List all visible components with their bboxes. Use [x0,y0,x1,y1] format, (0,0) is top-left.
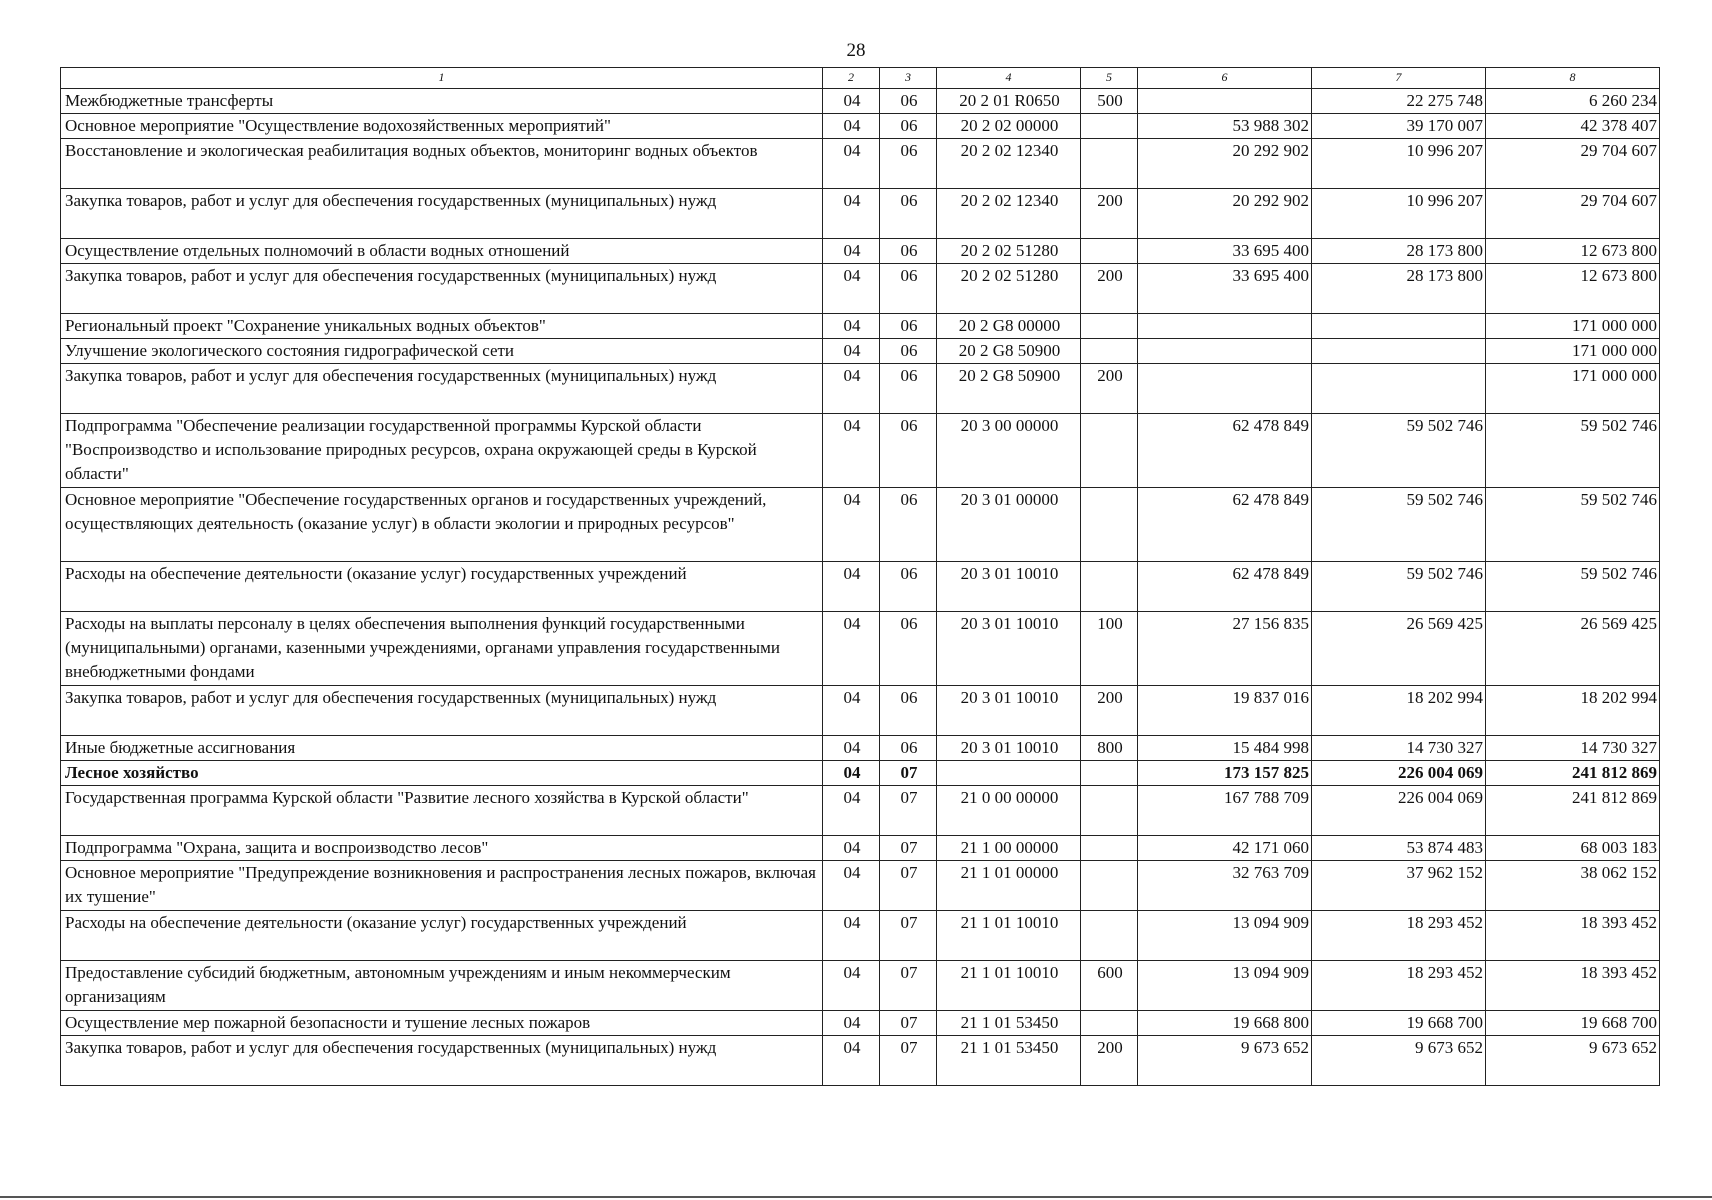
subsection-code-cell: 06 [880,562,937,612]
amount-col7-cell: 18 293 452 [1312,961,1486,1011]
row-name-cell: Основное мероприятие "Обеспечение государственных органов и государственных учреждений, осуществляющих деятельность (оказание услуг) в области экологии и природных ресурсов" [61,488,823,562]
expense-type-cell: 200 [1081,364,1138,414]
expense-type-cell: 200 [1081,264,1138,314]
amount-col6-cell: 9 673 652 [1138,1036,1312,1086]
budget-table [60,67,1660,1086]
amount-col7-cell: 9 673 652 [1312,1036,1486,1086]
amount-col6-cell: 13 094 909 [1138,911,1312,961]
page-number: 28 [846,40,866,61]
row-name-cell: Предоставление субсидий бюджетным, автономным учреждениям и иным некоммерческим организациям [61,961,823,1011]
subsection-code-cell: 06 [880,686,937,736]
amount-col6-cell: 32 763 709 [1138,861,1312,911]
table-body [61,89,1660,1086]
amount-col6-cell [1138,339,1312,364]
amount-col7-cell: 59 502 746 [1312,488,1486,562]
section-code-cell: 04 [823,339,880,364]
table-row [61,786,1660,836]
expense-type-cell: 200 [1081,686,1138,736]
section-code-cell: 04 [823,736,880,761]
expense-type-cell [1081,314,1138,339]
section-code-cell: 04 [823,961,880,1011]
section-code-cell: 04 [823,686,880,736]
amount-col6-cell: 167 788 709 [1138,786,1312,836]
amount-col8-cell: 6 260 234 [1486,89,1660,114]
table-row [61,612,1660,686]
row-name-cell: Государственная программа Курской области "Развитие лесного хозяйства в Курской области" [61,786,823,836]
section-code-cell: 04 [823,488,880,562]
amount-col6-cell: 19 837 016 [1138,686,1312,736]
expense-type-cell [1081,761,1138,786]
expense-type-cell [1081,861,1138,911]
target-article-cell: 20 2 02 51280 [937,239,1081,264]
amount-col8-cell: 29 704 607 [1486,189,1660,239]
amount-col7-cell: 39 170 007 [1312,114,1486,139]
expense-type-cell [1081,139,1138,189]
section-code-cell: 04 [823,114,880,139]
row-name-cell: Иные бюджетные ассигнования [61,736,823,761]
subsection-code-cell: 06 [880,139,937,189]
amount-col8-cell: 59 502 746 [1486,562,1660,612]
table-row [61,861,1660,911]
table-row [61,761,1660,786]
amount-col8-cell: 12 673 800 [1486,264,1660,314]
amount-col8-cell: 68 003 183 [1486,836,1660,861]
amount-col7-cell: 226 004 069 [1312,761,1486,786]
row-name-cell: Расходы на обеспечение деятельности (оказание услуг) государственных учреждений [61,562,823,612]
amount-col6-cell: 13 094 909 [1138,961,1312,1011]
section-code-cell: 04 [823,1036,880,1086]
target-article-cell: 20 2 02 00000 [937,114,1081,139]
amount-col8-cell: 18 393 452 [1486,911,1660,961]
row-name-cell: Восстановление и экологическая реабилитация водных объектов, мониторинг водных объектов [61,139,823,189]
row-name-cell: Осуществление отдельных полномочий в области водных отношений [61,239,823,264]
amount-col7-cell: 14 730 327 [1312,736,1486,761]
expense-type-cell [1081,911,1138,961]
target-article-cell [937,761,1081,786]
table-row [61,189,1660,239]
row-name-cell: Расходы на выплаты персоналу в целях обеспечения выполнения функций государственными (муниципальными) органами, казенными учреждениями, органами управления государственными внебюджетными фондами [61,612,823,686]
amount-col8-cell: 59 502 746 [1486,414,1660,488]
subsection-code-cell: 07 [880,1036,937,1086]
amount-col7-cell [1312,364,1486,414]
section-code-cell: 04 [823,139,880,189]
amount-col7-cell [1312,314,1486,339]
amount-col8-cell: 29 704 607 [1486,139,1660,189]
amount-col7-cell: 59 502 746 [1312,562,1486,612]
target-article-cell: 20 3 00 00000 [937,414,1081,488]
target-article-cell: 20 2 01 R0650 [937,89,1081,114]
amount-col8-cell: 42 378 407 [1486,114,1660,139]
amount-col8-cell: 18 393 452 [1486,961,1660,1011]
amount-col8-cell: 59 502 746 [1486,488,1660,562]
table-row [61,488,1660,562]
amount-col6-cell: 20 292 902 [1138,189,1312,239]
section-code-cell: 04 [823,89,880,114]
amount-col8-cell: 14 730 327 [1486,736,1660,761]
amount-col7-cell: 37 962 152 [1312,861,1486,911]
target-article-cell: 20 2 G8 50900 [937,364,1081,414]
section-code-cell: 04 [823,314,880,339]
row-name-cell: Лесное хозяйство [61,761,823,786]
table-row [61,911,1660,961]
target-article-cell: 21 1 01 53450 [937,1011,1081,1036]
page-edge-line [0,1196,1712,1198]
section-code-cell: 04 [823,612,880,686]
expense-type-cell [1081,414,1138,488]
target-article-cell: 21 0 00 00000 [937,786,1081,836]
column-header: 4 [937,68,1081,89]
target-article-cell: 21 1 01 10010 [937,961,1081,1011]
column-header: 3 [880,68,937,89]
amount-col6-cell: 27 156 835 [1138,612,1312,686]
amount-col6-cell: 42 171 060 [1138,836,1312,861]
row-name-cell: Закупка товаров, работ и услуг для обеспечения государственных (муниципальных) нужд [61,364,823,414]
amount-col6-cell: 33 695 400 [1138,239,1312,264]
amount-col7-cell: 22 275 748 [1312,89,1486,114]
subsection-code-cell: 07 [880,836,937,861]
target-article-cell: 21 1 01 53450 [937,1036,1081,1086]
section-code-cell: 04 [823,761,880,786]
amount-col7-cell: 19 668 700 [1312,1011,1486,1036]
subsection-code-cell: 06 [880,314,937,339]
expense-type-cell: 500 [1081,89,1138,114]
subsection-code-cell: 06 [880,612,937,686]
amount-col8-cell: 9 673 652 [1486,1036,1660,1086]
row-name-cell: Межбюджетные трансферты [61,89,823,114]
row-name-cell: Основное мероприятие "Предупреждение возникновения и распространения лесных пожаров, включая их тушение" [61,861,823,911]
amount-col7-cell: 226 004 069 [1312,786,1486,836]
section-code-cell: 04 [823,786,880,836]
expense-type-cell [1081,114,1138,139]
row-name-cell: Подпрограмма "Охрана, защита и воспроизводство лесов" [61,836,823,861]
column-header: 1 [61,68,823,89]
section-code-cell: 04 [823,911,880,961]
table-row [61,364,1660,414]
target-article-cell: 20 3 01 10010 [937,686,1081,736]
subsection-code-cell: 06 [880,189,937,239]
amount-col8-cell: 18 202 994 [1486,686,1660,736]
expense-type-cell [1081,1011,1138,1036]
amount-col6-cell: 173 157 825 [1138,761,1312,786]
target-article-cell: 21 1 01 00000 [937,861,1081,911]
target-article-cell: 20 2 02 12340 [937,139,1081,189]
amount-col6-cell [1138,89,1312,114]
section-code-cell: 04 [823,861,880,911]
subsection-code-cell: 07 [880,911,937,961]
section-code-cell: 04 [823,239,880,264]
expense-type-cell: 200 [1081,1036,1138,1086]
row-name-cell: Закупка товаров, работ и услуг для обеспечения государственных (муниципальных) нужд [61,686,823,736]
amount-col8-cell: 171 000 000 [1486,314,1660,339]
row-name-cell: Основное мероприятие "Осуществление водохозяйственных мероприятий" [61,114,823,139]
expense-type-cell [1081,488,1138,562]
target-article-cell: 20 2 G8 50900 [937,339,1081,364]
column-header-row [61,68,1660,89]
expense-type-cell [1081,239,1138,264]
row-name-cell: Улучшение экологического состояния гидрографической сети [61,339,823,364]
amount-col7-cell: 28 173 800 [1312,239,1486,264]
amount-col8-cell: 241 812 869 [1486,761,1660,786]
table-row [61,339,1660,364]
target-article-cell: 20 3 01 10010 [937,612,1081,686]
amount-col6-cell: 53 988 302 [1138,114,1312,139]
subsection-code-cell: 07 [880,761,937,786]
row-name-cell: Расходы на обеспечение деятельности (оказание услуг) государственных учреждений [61,911,823,961]
column-header: 6 [1138,68,1312,89]
amount-col7-cell [1312,339,1486,364]
subsection-code-cell: 06 [880,488,937,562]
row-name-cell: Закупка товаров, работ и услуг для обеспечения государственных (муниципальных) нужд [61,264,823,314]
amount-col8-cell: 12 673 800 [1486,239,1660,264]
row-name-cell: Региональный проект "Сохранение уникальных водных объектов" [61,314,823,339]
amount-col8-cell: 26 569 425 [1486,612,1660,686]
subsection-code-cell: 07 [880,861,937,911]
target-article-cell: 20 2 G8 00000 [937,314,1081,339]
row-name-cell: Подпрограмма "Обеспечение реализации государственной программы Курской области "Воспроизводство и использование природных ресурсов, охрана окружающей среды в Курской области" [61,414,823,488]
amount-col7-cell: 26 569 425 [1312,612,1486,686]
subsection-code-cell: 06 [880,114,937,139]
amount-col7-cell: 59 502 746 [1312,414,1486,488]
expense-type-cell [1081,836,1138,861]
target-article-cell: 20 3 01 10010 [937,562,1081,612]
subsection-code-cell: 07 [880,1011,937,1036]
subsection-code-cell: 06 [880,264,937,314]
target-article-cell: 20 2 02 51280 [937,264,1081,314]
expense-type-cell: 100 [1081,612,1138,686]
target-article-cell: 21 1 01 10010 [937,911,1081,961]
section-code-cell: 04 [823,836,880,861]
subsection-code-cell: 06 [880,364,937,414]
amount-col6-cell: 20 292 902 [1138,139,1312,189]
expense-type-cell [1081,786,1138,836]
table-row [61,836,1660,861]
table-row [61,1011,1660,1036]
column-header: 2 [823,68,880,89]
section-code-cell: 04 [823,414,880,488]
amount-col8-cell: 171 000 000 [1486,364,1660,414]
table-row [61,114,1660,139]
table-row [61,139,1660,189]
subsection-code-cell: 06 [880,89,937,114]
table-row [61,264,1660,314]
amount-col6-cell: 19 668 800 [1138,1011,1312,1036]
amount-col8-cell: 241 812 869 [1486,786,1660,836]
table-row [61,736,1660,761]
expense-type-cell [1081,339,1138,364]
column-header: 8 [1486,68,1660,89]
expense-type-cell: 800 [1081,736,1138,761]
subsection-code-cell: 06 [880,414,937,488]
amount-col6-cell [1138,364,1312,414]
amount-col7-cell: 18 293 452 [1312,911,1486,961]
amount-col7-cell: 28 173 800 [1312,264,1486,314]
table-row [61,562,1660,612]
subsection-code-cell: 06 [880,339,937,364]
table-row [61,414,1660,488]
amount-col8-cell: 171 000 000 [1486,339,1660,364]
table-row [61,89,1660,114]
subsection-code-cell: 07 [880,961,937,1011]
amount-col6-cell [1138,314,1312,339]
column-header: 7 [1312,68,1486,89]
row-name-cell: Закупка товаров, работ и услуг для обеспечения государственных (муниципальных) нужд [61,1036,823,1086]
amount-col6-cell: 62 478 849 [1138,414,1312,488]
target-article-cell: 20 3 01 00000 [937,488,1081,562]
amount-col7-cell: 18 202 994 [1312,686,1486,736]
target-article-cell: 20 3 01 10010 [937,736,1081,761]
amount-col8-cell: 38 062 152 [1486,861,1660,911]
expense-type-cell: 200 [1081,189,1138,239]
section-code-cell: 04 [823,1011,880,1036]
amount-col7-cell: 53 874 483 [1312,836,1486,861]
expense-type-cell [1081,562,1138,612]
section-code-cell: 04 [823,364,880,414]
amount-col8-cell: 19 668 700 [1486,1011,1660,1036]
subsection-code-cell: 07 [880,786,937,836]
amount-col6-cell: 15 484 998 [1138,736,1312,761]
amount-col7-cell: 10 996 207 [1312,189,1486,239]
expense-type-cell: 600 [1081,961,1138,1011]
section-code-cell: 04 [823,189,880,239]
table-row [61,961,1660,1011]
section-code-cell: 04 [823,264,880,314]
table-row [61,239,1660,264]
subsection-code-cell: 06 [880,239,937,264]
table-row [61,1036,1660,1086]
table-row [61,686,1660,736]
row-name-cell: Закупка товаров, работ и услуг для обеспечения государственных (муниципальных) нужд [61,189,823,239]
section-code-cell: 04 [823,562,880,612]
amount-col6-cell: 62 478 849 [1138,562,1312,612]
amount-col6-cell: 62 478 849 [1138,488,1312,562]
subsection-code-cell: 06 [880,736,937,761]
target-article-cell: 20 2 02 12340 [937,189,1081,239]
table-row [61,314,1660,339]
row-name-cell: Осуществление мер пожарной безопасности и тушение лесных пожаров [61,1011,823,1036]
column-header: 5 [1081,68,1138,89]
target-article-cell: 21 1 00 00000 [937,836,1081,861]
amount-col7-cell: 10 996 207 [1312,139,1486,189]
amount-col6-cell: 33 695 400 [1138,264,1312,314]
